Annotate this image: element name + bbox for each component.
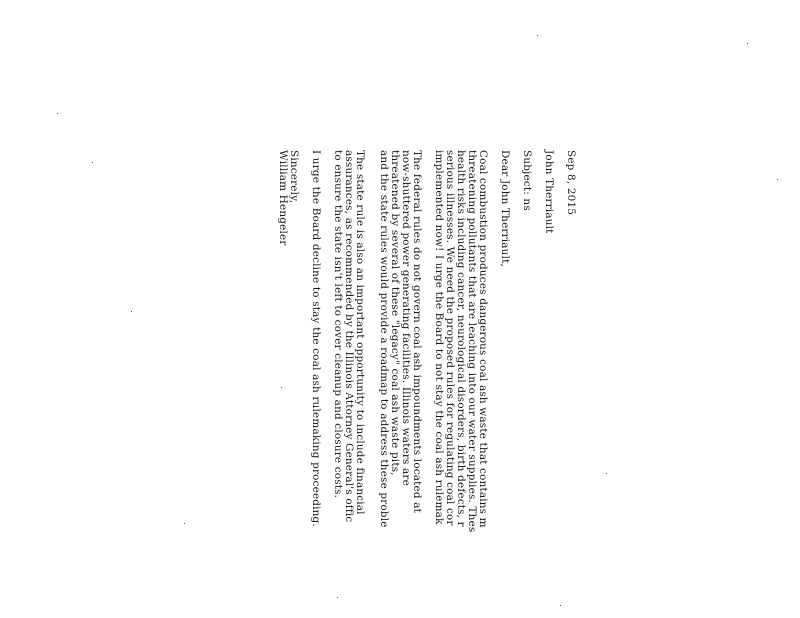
paragraph-line: threatened by several of these "legacy" coal ash waste pits, — [389, 150, 401, 476]
scan-speck — [777, 179, 778, 180]
letter-body — [277, 150, 577, 618]
paragraph-line: assurances, as recommended by the Illinois Attorney General's offic — [343, 150, 355, 523]
scan-speck — [57, 113, 58, 114]
letter-subject: Subject: ns — [521, 150, 533, 211]
scan-speck — [184, 523, 185, 524]
closing-request: I urge the Board decline to stay the coal ash rulemaking proceeding. — [310, 150, 322, 527]
paragraph-line: and the state rules would provide a roadmap to address these proble — [378, 150, 390, 528]
scan-speck — [92, 162, 93, 163]
scan-speck — [560, 605, 561, 606]
scan-speck — [337, 597, 338, 598]
letter-recipient: John Therriault — [543, 150, 555, 234]
letter-signoff: Sincerely, — [288, 150, 300, 204]
paragraph-2 — [378, 150, 422, 618]
paragraph-line: health risks including cancer, neurological disorders, birth defects, r — [455, 150, 467, 527]
letter-signature: William Hengeler — [277, 150, 289, 246]
paragraph-line: threatening pollutants that are leaching into our water supplies. Thes — [466, 150, 478, 533]
paragraph-line: The federal rules do not govern coal ash impoundments located at — [411, 150, 423, 514]
paragraph-line: Coal combustion produces dangerous coal ash waste that contains m — [477, 150, 489, 528]
paragraph-line: The state rule is also an important opportunity to include financial — [354, 150, 366, 515]
paragraph-line: now-shuttered power generating facilities. Illinois waters are — [400, 150, 412, 486]
paragraph-line: implemented now! I urge the Board to not stay the coal ash rulemak — [433, 150, 445, 525]
letter-salutation: Dear John Therriault, — [499, 150, 511, 267]
scan-speck — [537, 35, 538, 36]
scan-speck — [747, 43, 748, 44]
scan-speck — [606, 473, 607, 474]
scan-speck — [131, 311, 132, 312]
paragraph-1 — [433, 150, 488, 618]
paragraph-line: to ensure the state isn't left to cover cleanup and closure costs. — [332, 150, 344, 499]
paragraph-line: serious illnesses. We need the proposed rules for regulating coal cor — [444, 150, 456, 526]
letter-date: Sep 8, 2015 — [565, 150, 577, 216]
paragraph-3 — [332, 150, 365, 618]
scan-speck — [281, 387, 282, 388]
